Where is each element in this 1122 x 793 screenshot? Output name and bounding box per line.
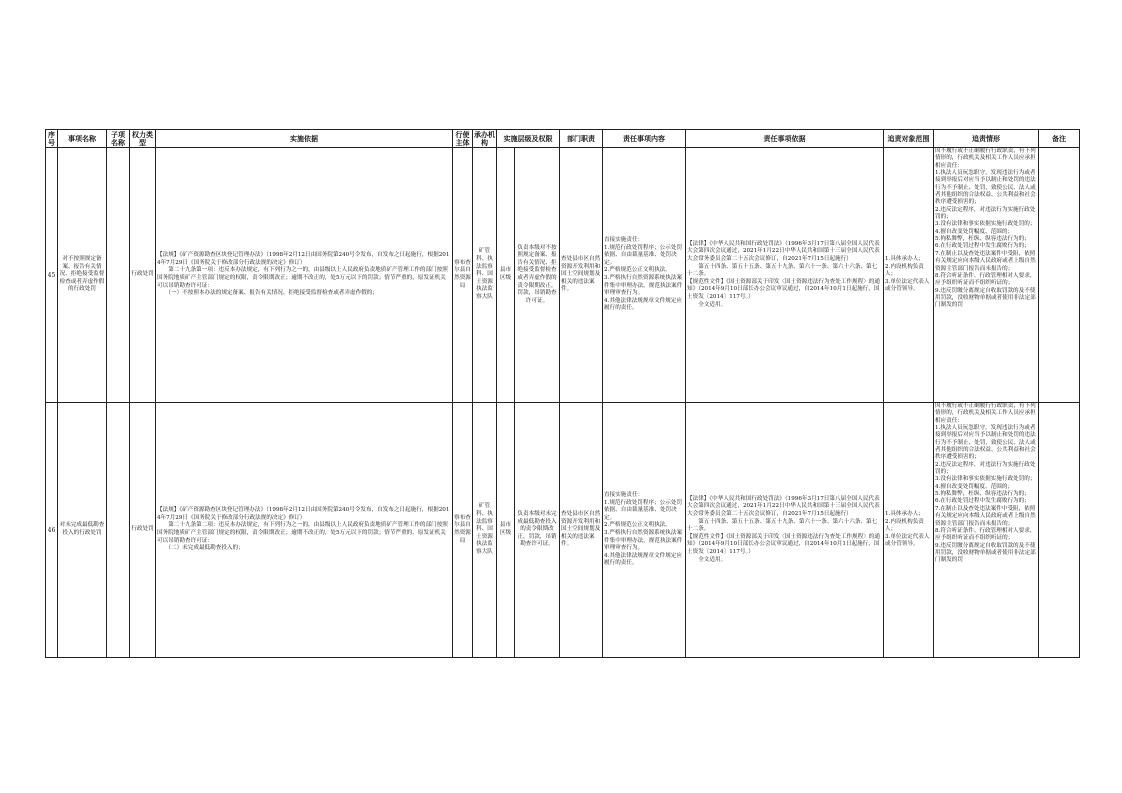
row-name: 对未完成最低勘查投入的行政处罚 xyxy=(58,403,107,658)
row-note xyxy=(1039,403,1080,658)
row-type: 行政处罚 xyxy=(130,148,156,403)
header-level: 实施层级及权限 xyxy=(497,130,560,148)
header-subject: 行使主体 xyxy=(453,130,473,148)
table-row xyxy=(46,148,1080,403)
header-org: 承办机构 xyxy=(474,129,495,147)
row-target: 1.具体承办人； 2.内设机构负责人； 3.单位法定代表人或分管领导。 xyxy=(884,148,934,403)
row-scope: 负责本级对未完成最低勘查投入的责令限期改正，罚款，吊销勘查许可证。 xyxy=(515,403,560,658)
power-list-table xyxy=(45,129,1080,658)
row-basis: 【法规】《矿产资源勘查区块登记管理办法》（1998年2月12日由国务院第240号令发布，自发布之日起施行，根据2014年7月29日《国务院关于修改部分行政法规的决定》修订） 第二十九条第一项：违反本办法规定，有下列行为之一的，由县级以上人民政府负责地质矿产管理工作的部门按照国务院地质矿产主管部门规定的权限，责令限期改正；逾期不改正的，处5万元以下的罚款；情节严重的，原发证机关可以吊销勘查许可证： （一）不按照本办法的规定备案、报告有关情况、拒绝接受监督检查或者弄虚作假的； xyxy=(156,148,453,403)
row-duty: 查处县市区自然资源开发利用和国土空间规划及相关的违法案件。 xyxy=(560,148,603,403)
row-name: 对不按照规定备案、报告有关情况、拒绝接受监督检查或者弄虚作假的行政处罚 xyxy=(58,148,107,403)
table-row xyxy=(46,403,1080,658)
header-target: 追责对象范围 xyxy=(884,130,934,148)
header-resp-basis: 责任事项依据 xyxy=(686,130,884,148)
row-duty: 查处县市区自然资源开发利用和国土空间规划及相关的违法案件。 xyxy=(560,403,603,658)
header-content: 责任事项内容 xyxy=(603,130,686,148)
header-duty: 部门职责 xyxy=(560,130,603,148)
header-basis: 实施依据 xyxy=(156,130,453,148)
row-basis: 【法规】《矿产资源勘查区块登记管理办法》（1998年2月12日由国务院第240号令发布，自发布之日起施行，根据2014年7月29日《国务院关于修改部分行政法规的决定》修订） 第二十九条第二项：违反本办法规定，有下列行为之一的，由县级以上人民政府负责地质矿产管理工作的部门按照国务院地质矿产主管部门规定的权限，责令限期改正；逾期不改正的，处5万元以下的罚款；情节严重的，原发证机关可以吊销勘查许可证： （二）未完成最低勘查投入的； xyxy=(156,403,453,658)
row-liability: 因不履行或不正确履行行政职责，有下列情形的，行政机关及相关工作人员应承担相应责任： 1.执法人员玩忽职守，发现违法行为或者接到举报后对应当予以制止和处罚的违法行为不予制止、处罚，致使公民、法人或者其他组织的合法权益、公共利益和社会秩序遭受损害的； 2.违反法定程序，对违法行为实施行政处罚的； 3.没有法律和事实依据实施行政处罚的； 4.擅自改变处罚幅度、范围的； 5.徇私舞弊，枉纵、纵容违法行为的； 6.在行政处罚过程中发生腐败行为的； 7.在制止以及查处违法案件中受阻，依照有关规定应向本级人民政府或者上级自然资源主管部门报告而未报告的； 8.符合听证条件、行政管理相对人要求，应予组织听证而不组织听证的； 9.违反罚缴分离规定自收取罚款的及不使用罚款，没收财物单据或者使用非法定部门制发的罚 xyxy=(934,403,1039,658)
header-note: 备注 xyxy=(1039,130,1080,148)
row-level: 县市区级 xyxy=(497,148,515,403)
row-org: 矿管科、执法监察科、国土资源执法监察大队 xyxy=(473,403,497,658)
row-content: 直接实施责任： 1.规范行政处罚程序；公示处罚依据、自由裁量基准、处罚决定。 2.严格规范公正文明执法。 3.严格执行自然资源系统执法案件集中审理办法，规范执法案件审理审查行为。 4.其他法律法规规章文件规定应履行的责任。 xyxy=(603,403,686,658)
row-sub xyxy=(107,148,130,403)
row-subject: 察布查尔县自然资源局 xyxy=(453,403,473,658)
row-liability: 因不履行或不正确履行行政职责，有下列情形的，行政机关及相关工作人员应承担相应责任： 1.执法人员玩忽职守，发现违法行为或者接到举报后对应当予以制止和处罚的违法行为不予制止、处罚，致使公民、法人或者其他组织的合法权益、公共利益和社会秩序遭受损害的； 2.违反法定程序，对违法行为实施行政处罚的； 3.没有法律和事实依据实施行政处罚的； 4.擅自改变处罚幅度、范围的； 5.徇私舞弊，枉纵、纵容违法行为的； 6.在行政处罚过程中发生腐败行为的； 7.在制止以及查处违法案件中受阻，依照有关规定应向本级人民政府或者上级自然资源主管部门报告而未报告的； 8.符合听证条件、行政管理相对人要求，应予组织听证而不组织听证的； 9.违反罚缴分离规定自收取罚款的及不使用罚款，没收财物单据或者使用非法定部门制发的罚 xyxy=(934,148,1039,403)
header-name: 事项名称 xyxy=(58,130,107,148)
row-sub xyxy=(107,403,130,658)
row-note xyxy=(1039,148,1080,403)
row-org: 矿管科、执法监察科、国土资源执法监察大队 xyxy=(473,148,497,403)
row-seq: 45 xyxy=(46,148,58,403)
row-target: 1.具体承办人； 2.内设机构负责人； 3.单位法定代表人或分管领导。 xyxy=(884,403,934,658)
row-resp-basis: 【法律】《中华人民共和国行政处罚法》（1996年3月17日第八届全国人民代表大会第四次会议通过，2021年1月22日中华人民共和国第十三届全国人民代表大会常务委员会第二十五次会议修订，自2021年7月15日起施行） 第五十四条、第五十五条、第五十九条、第六十一条、第六十六条、第七十二条。 【规范性文件】《国土资源部关于印发〈国土资源违法行为查处工作规程〉的通知》（2014年9月10日部长办公会议审议通过，自2014年10月1日起施行，国土资发〔2014〕117号。） 全文适用。 xyxy=(686,403,884,658)
row-scope: 负责本级对不按照规定备案、报告有关情况、拒绝接受监督检查或者弄虚作假的责令限期改正，罚款，吊销勘查许可证。 xyxy=(515,148,560,403)
header-type: 权力类型 xyxy=(130,130,156,148)
header-seq: 序号 xyxy=(46,130,58,148)
row-level: 县市区级 xyxy=(497,403,515,658)
header-liability: 追责情形 xyxy=(934,130,1039,148)
row-content: 直接实施责任： 1.规范行政处罚程序；公示处罚依据、自由裁量基准、处罚决定。 2.严格规范公正文明执法。 3.严格执行自然资源系统执法案件集中审理办法，规范执法案件审理审查行为。 4.其他法律法规规章文件规定应履行的责任。 xyxy=(603,148,686,403)
row-seq: 46 xyxy=(46,403,58,658)
header-sub: 子项名称 xyxy=(107,130,130,148)
row-subject: 察布查尔县自然资源局 xyxy=(453,148,473,403)
row-resp-basis: 【法律】《中华人民共和国行政处罚法》（1996年3月17日第八届全国人民代表大会第四次会议通过，2021年1月22日中华人民共和国第十三届全国人民代表大会常务委员会第二十五次会议修订，自2021年7月15日起施行） 第五十四条、第五十五条、第五十九条、第六十一条、第六十六条、第七十二条。 【规范性文件】《国土资源部关于印发〈国土资源违法行为查处工作规程〉的通知》（2014年9月10日部长办公会议审议通过，自2014年10月1日起施行，国土资发〔2014〕117号。） 全文适用。 xyxy=(686,148,884,403)
header-row xyxy=(46,130,1080,148)
row-type: 行政处罚 xyxy=(130,403,156,658)
